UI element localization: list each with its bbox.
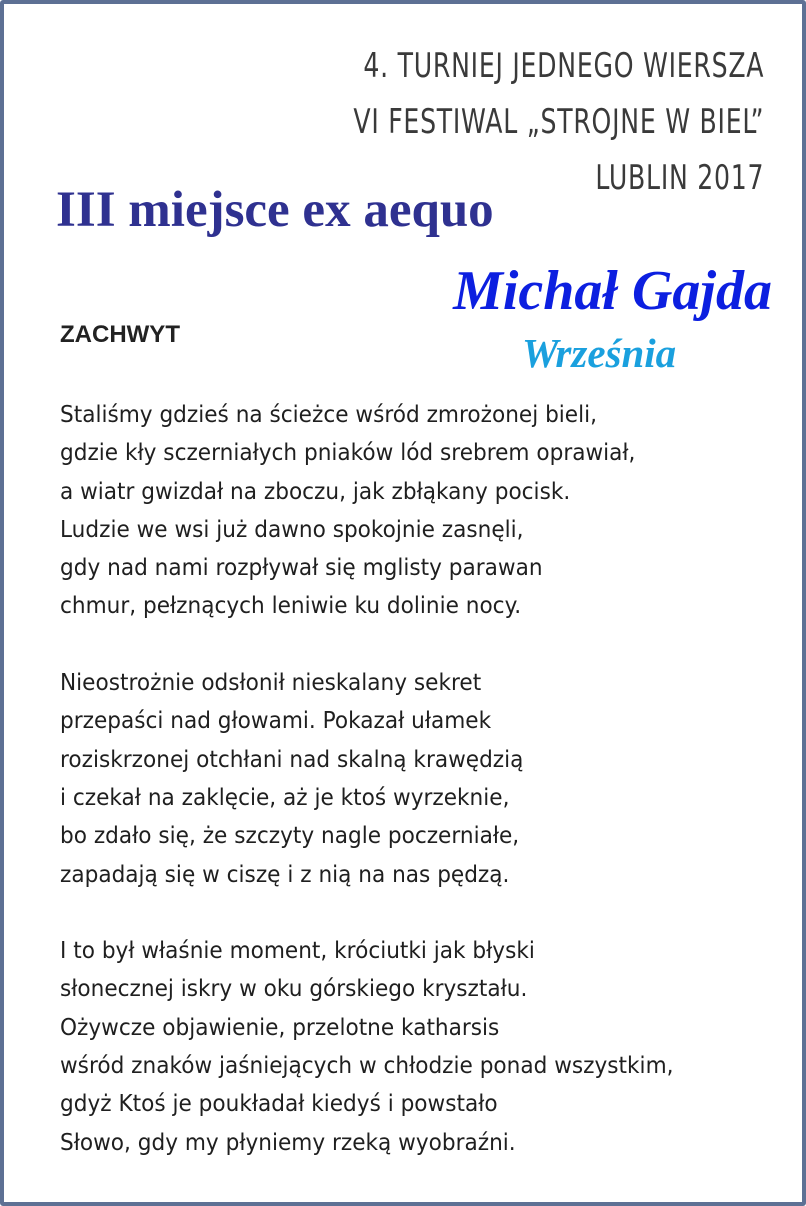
poem-line: roziskrzonej otchłani nad skalną krawędzią — [60, 746, 524, 773]
poem-line: i czekał na zaklęcie, aż je ktoś wyrzeknie, — [60, 784, 510, 811]
author-name: Michał Gajda — [453, 260, 772, 322]
poem-line: Ożywcze objawienie, przelotne katharsis — [60, 1014, 500, 1041]
festival-line-1: 4. TURNIEJ JEDNEGO WIERSZA — [363, 46, 764, 86]
poem-line: zapadają się w ciszę i z nią na nas pędzą. — [60, 861, 510, 888]
poem-line: gdzie kły sczerniałych pniaków lód srebrem oprawiał, — [60, 440, 636, 467]
stanza-3 — [60, 932, 756, 1162]
poem-line: Staliśmy gdzieś na ścieżce wśród zmrożonej bieli, — [60, 402, 598, 428]
poem-title: ZACHWYT — [60, 321, 180, 348]
stanza-2 — [60, 664, 756, 894]
author-city: Września — [522, 330, 677, 376]
poem-line: chmur, pełznących leniwie ku dolinie nocy. — [60, 593, 522, 620]
poem-line: przepaści nad głowami. Pokazał ułamek — [60, 708, 492, 735]
poem-line: słonecznej iskry w oku górskiego kryształu. — [60, 976, 528, 1003]
poem-line: gdyż Ktoś je poukładał kiedyś i powstało — [60, 1091, 498, 1118]
stanza-1 — [60, 396, 756, 626]
poem-line: I to był właśnie moment, króciutki jak błyski — [60, 938, 535, 965]
poem-line: gdy nad nami rozpływał się mglisty parawan — [60, 555, 543, 582]
poem-line: wśród znaków jaśniejących w chłodzie ponad wszystkim, — [60, 1053, 674, 1080]
poem-line: Nieostrożnie odsłonił nieskalany sekret — [60, 670, 482, 697]
poem-line: Ludzie we wsi już dawno spokojnie zasnęli, — [60, 516, 524, 543]
festival-line-3: LUBLIN 2017 — [595, 158, 764, 198]
poem-body — [60, 396, 756, 1162]
poem-line: bo zdało się, że szczyty nagle poczerniałe, — [60, 823, 520, 850]
festival-line-2: VI FESTIWAL „STROJNE W BIEL” — [353, 102, 764, 142]
poem-line: a wiatr gwizdał na zboczu, jak zbłąkany pocisk. — [60, 478, 571, 505]
poem-line: Słowo, gdy my płyniemy rzeką wyobraźni. — [60, 1129, 516, 1156]
award-place: III miejsce ex aequo — [56, 182, 494, 238]
